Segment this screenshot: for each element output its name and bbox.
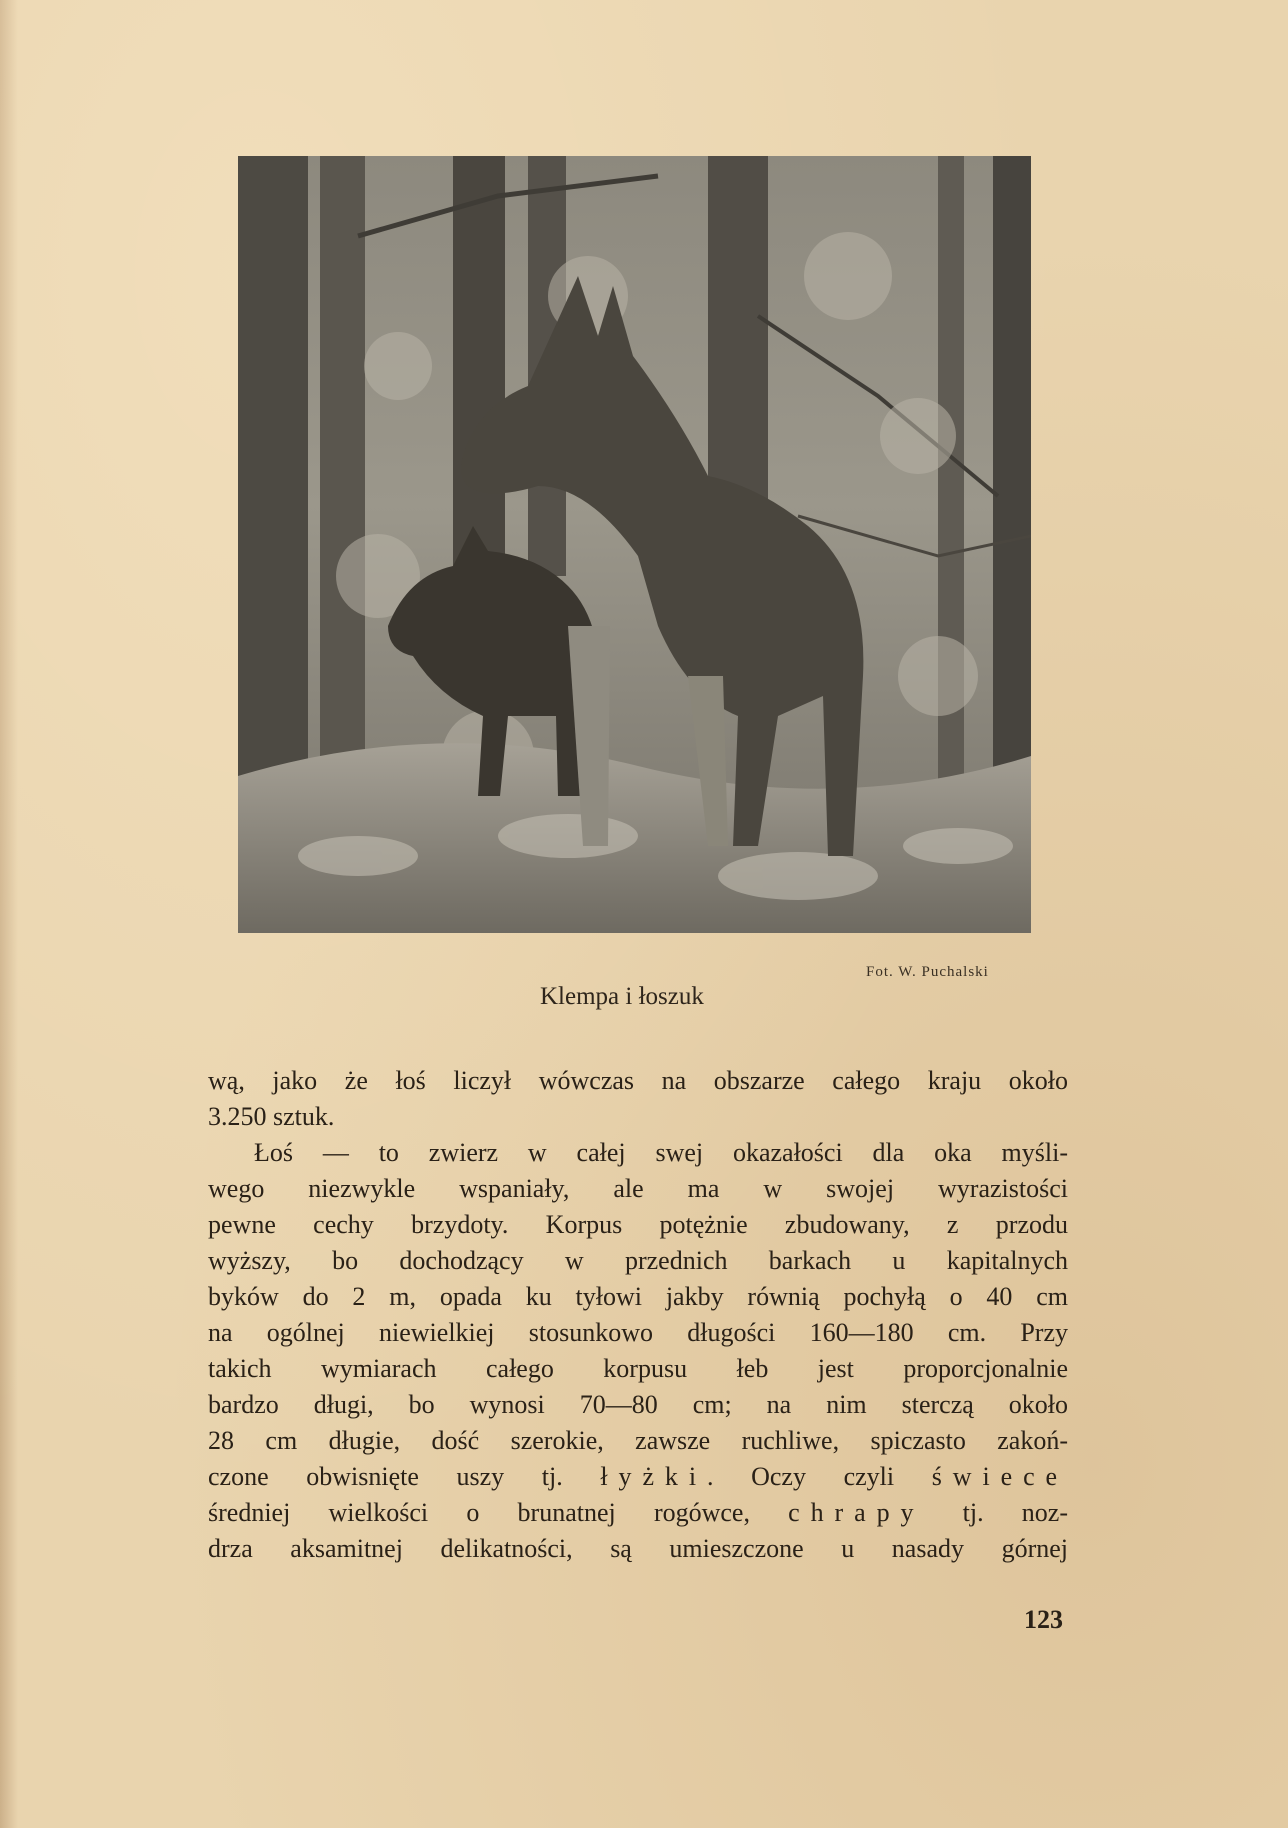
text-line: wą, jako że łoś liczył wówczas na obszarze całego kraju około — [208, 1066, 1068, 1095]
photo-credit: Fot. W. Puchalski — [866, 964, 989, 980]
text-line: na ogólnej niewielkiej stosunkowo długości 160—180 cm. Przy — [208, 1318, 1068, 1347]
page-number: 123 — [1024, 1605, 1063, 1634]
text-segment: tj. noz- — [962, 1498, 1068, 1527]
text-line: drza aksamitnej delikatności, są umieszczone u nasady górnej — [208, 1534, 1068, 1563]
photograph — [238, 156, 1031, 933]
text-segment: czone obwisnięte uszy tj. — [208, 1462, 563, 1491]
text-line: Łoś — to zwierz w całej swej okazałości dla oka myśli- — [254, 1138, 1068, 1167]
text-segment: . Oczy czyli — [706, 1462, 895, 1491]
text-line: takich wymiarach całego korpusu łeb jest proporcjonalnie — [208, 1354, 1068, 1383]
text-line: wyższy, bo dochodzący w przednich barkach u kapitalnych — [208, 1246, 1068, 1275]
moose-photo — [238, 156, 1031, 933]
body-text — [208, 1063, 1068, 1567]
text-line: bardzo długi, bo wynosi 70—80 cm; na nim sterczą około — [208, 1390, 1068, 1419]
text-line: wego niezwykle wspaniały, ale ma w swojej wyrazistości — [208, 1174, 1068, 1203]
text-line — [208, 1459, 1068, 1495]
term-lyzki: łyżki — [600, 1462, 707, 1491]
photo-caption: Klempa i łoszuk — [540, 983, 704, 1010]
term-chrapy: chrapy — [788, 1498, 925, 1527]
text-line: 3.250 sztuk. — [208, 1102, 335, 1131]
text-line: byków do 2 m, opada ku tyłowi jakby równią pochyłą o 40 cm — [208, 1282, 1068, 1311]
text-line — [208, 1495, 1068, 1531]
text-line: 28 cm długie, dość szerokie, zawsze ruchliwe, spiczasto zakoń- — [208, 1426, 1068, 1455]
text-line: pewne cechy brzydoty. Korpus potężnie zbudowany, z przodu — [208, 1210, 1068, 1239]
term-swiece: świece — [931, 1462, 1068, 1491]
text-segment: średniej wielkości o brunatnej rogówce, — [208, 1498, 750, 1527]
